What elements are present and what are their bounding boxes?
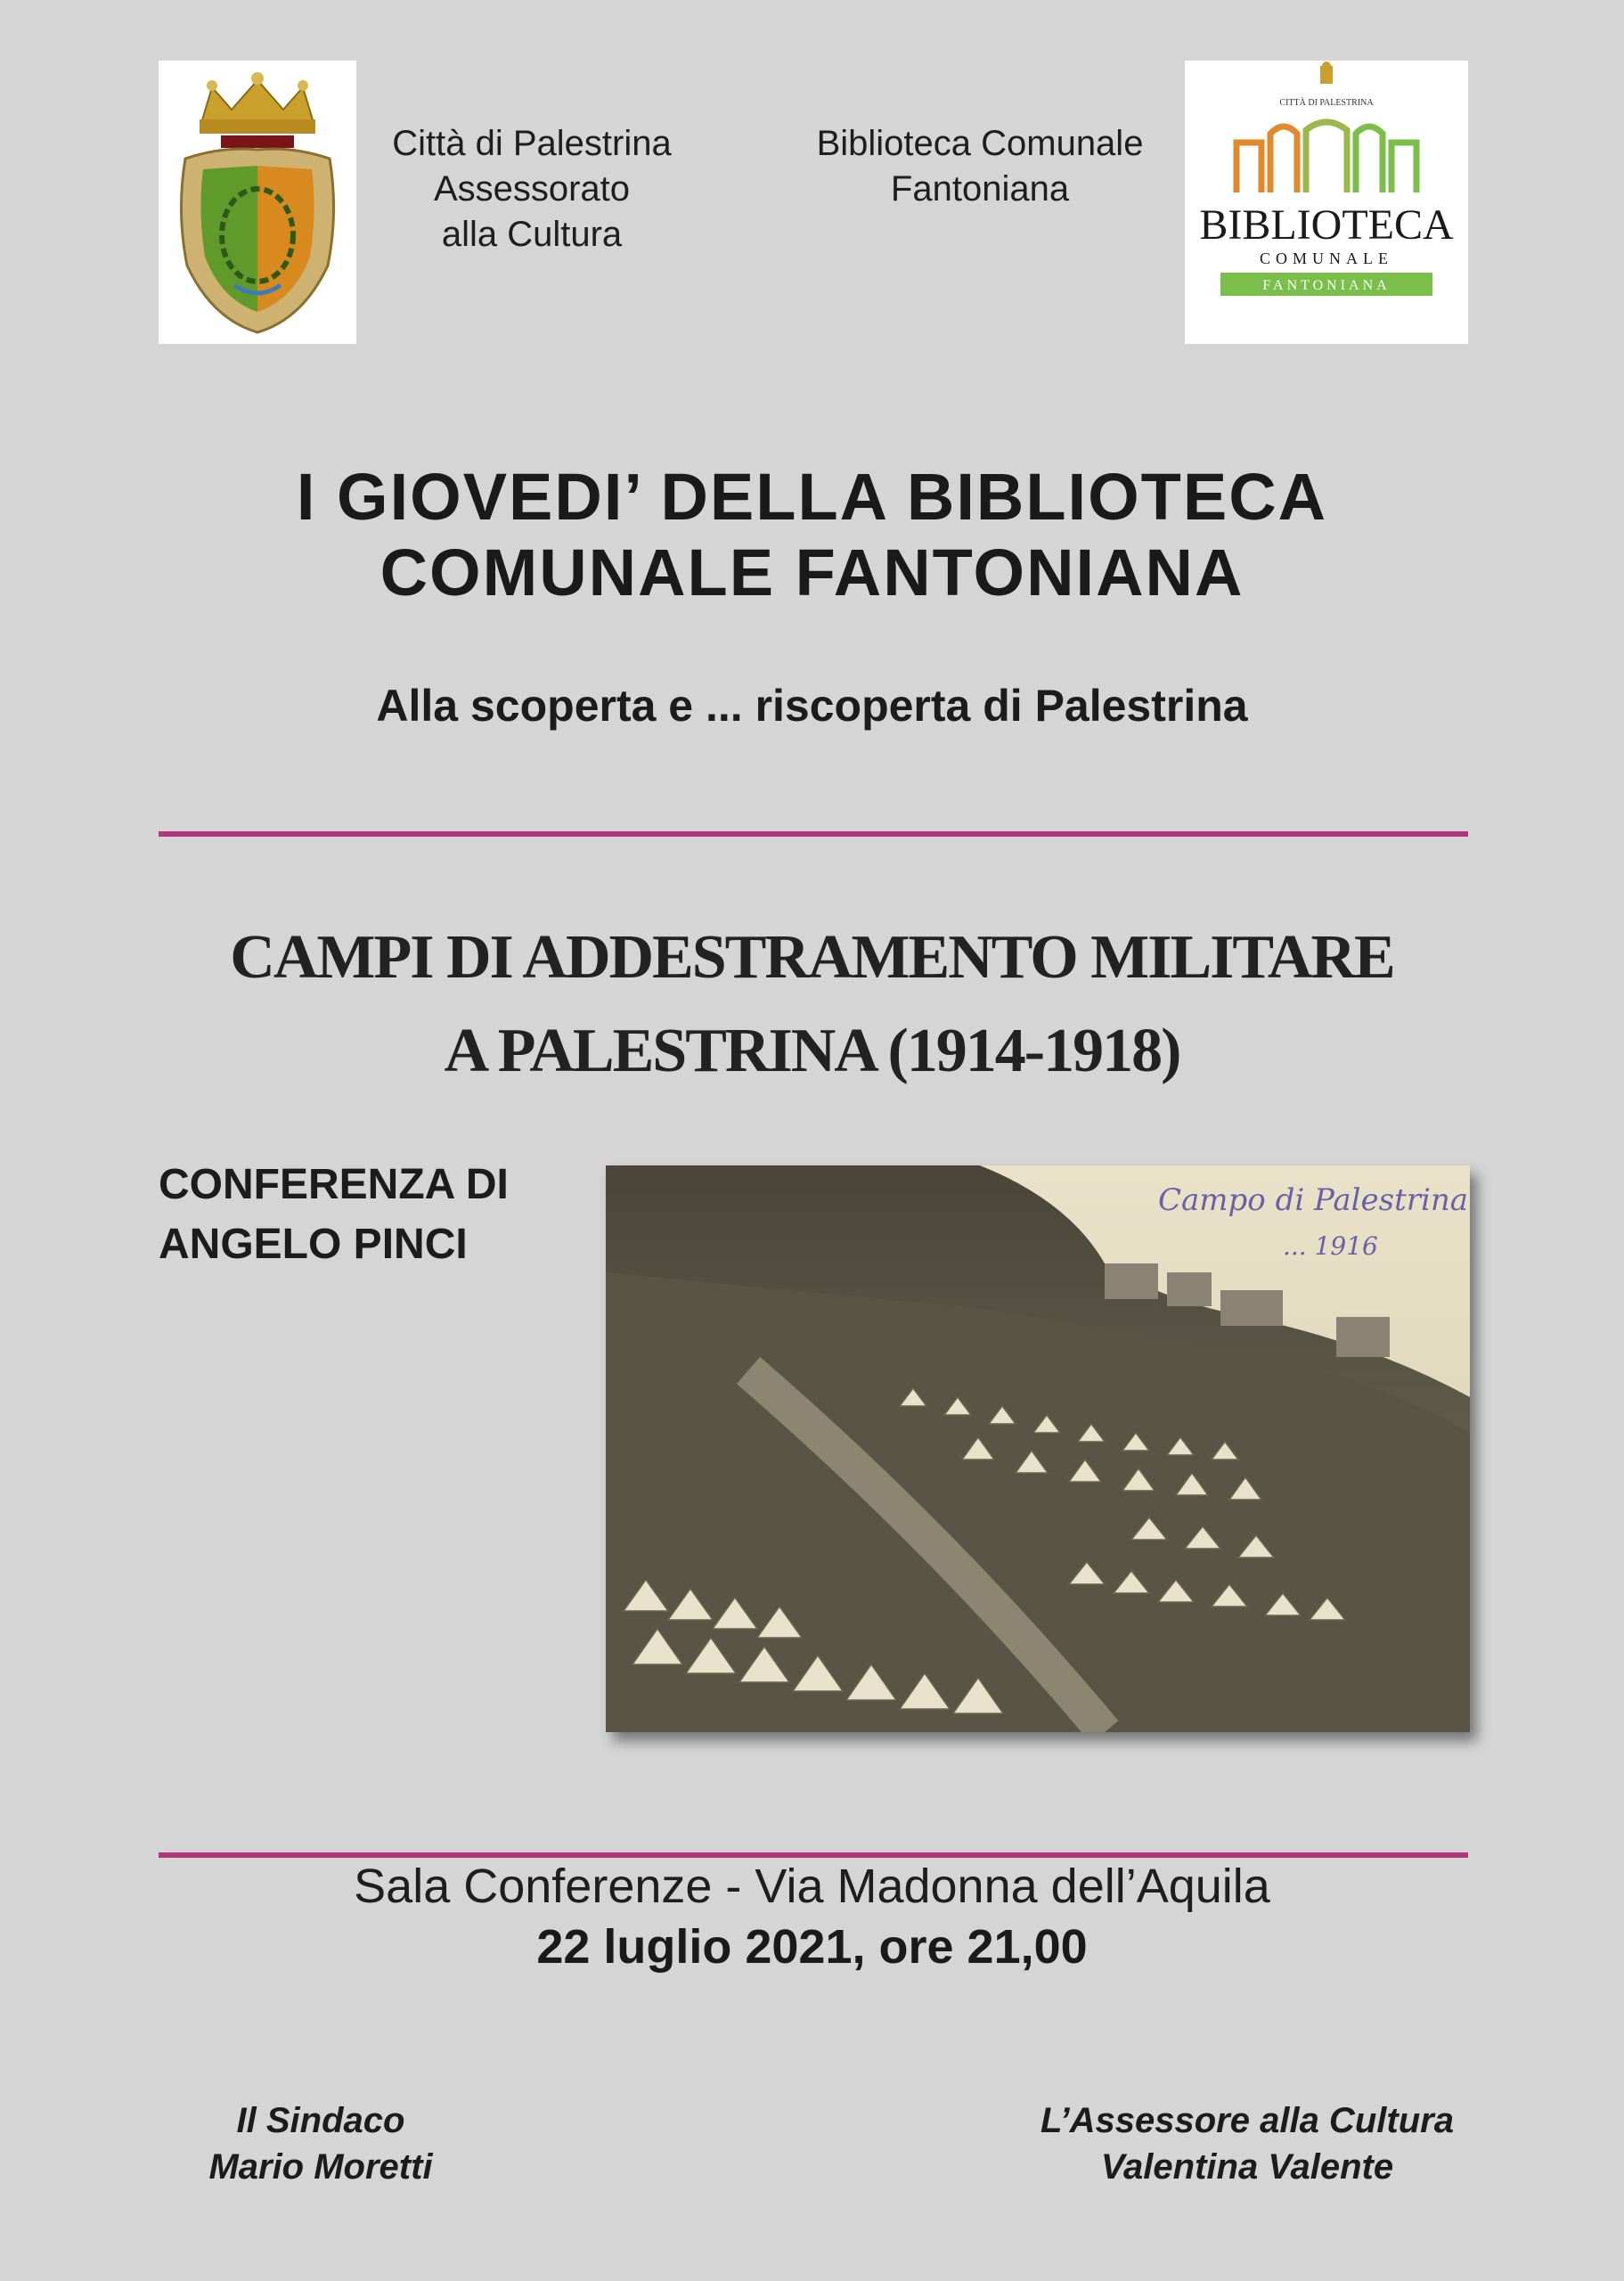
series-subtitle: Alla scoperta e ... riscoperta di Palestrina — [376, 681, 1248, 731]
city-department-heading — [365, 121, 698, 258]
divider-bottom — [159, 1852, 1468, 1858]
logo-band-text: FANTONIANA — [1262, 278, 1391, 293]
logo-name: BIBLIOTECA — [1199, 201, 1454, 249]
event-title-line-2: A PALESTRINA (1914-1918) — [444, 1017, 1180, 1085]
series-title-line-1: I GIOVEDI’ DELLA BIBLIOTECA — [296, 460, 1328, 534]
speaker-name: ANGELO PINCI — [159, 1221, 468, 1268]
city-office: Assessorato — [433, 169, 631, 208]
crest-icon — [159, 61, 356, 344]
mayor-name: Mario Moretti — [208, 2147, 433, 2187]
city-name: Città di Palestrina — [392, 124, 672, 163]
library-logo — [1185, 61, 1468, 344]
event-venue: Sala Conferenze - Via Madonna dell’Aquila — [354, 1860, 1270, 1913]
library-name: Biblioteca Comunale — [816, 124, 1144, 163]
series-title-line-2: COMUNALE FANTONIANA — [379, 536, 1245, 609]
event-title-line-1: CAMPI DI ADDESTRAMENTO MILITARE — [230, 923, 1394, 992]
speaker-label: CONFERENZA DI — [159, 1161, 509, 1208]
library-logo-icon — [1185, 61, 1468, 344]
logo-top-text: CITTÀ DI PALESTRINA — [1279, 98, 1374, 108]
divider — [159, 831, 1468, 837]
signature-councillor — [998, 2097, 1497, 2190]
logo-subtitle: COMUNALE — [1260, 249, 1393, 267]
city-office-detail: alla Cultura — [441, 215, 623, 254]
photo-inscription-2: ... 1916 — [1283, 1231, 1378, 1261]
city-crest-logo — [159, 61, 356, 344]
councillor-role: L’Assessore alla Cultura — [1041, 2101, 1454, 2140]
photo-inscription-1: Campo di Palestrina — [1158, 1182, 1469, 1218]
library-heading — [784, 121, 1176, 212]
councillor-name: Valentina Valente — [1100, 2147, 1394, 2187]
event-datetime: 22 luglio 2021, ore 21,00 — [536, 1920, 1088, 1974]
mayor-role: Il Sindaco — [236, 2101, 405, 2140]
camp-photo-illustration — [606, 1165, 1470, 1732]
library-name-2: Fantoniana — [890, 169, 1070, 208]
historical-camp-photo — [606, 1165, 1470, 1732]
signature-mayor — [143, 2097, 499, 2190]
